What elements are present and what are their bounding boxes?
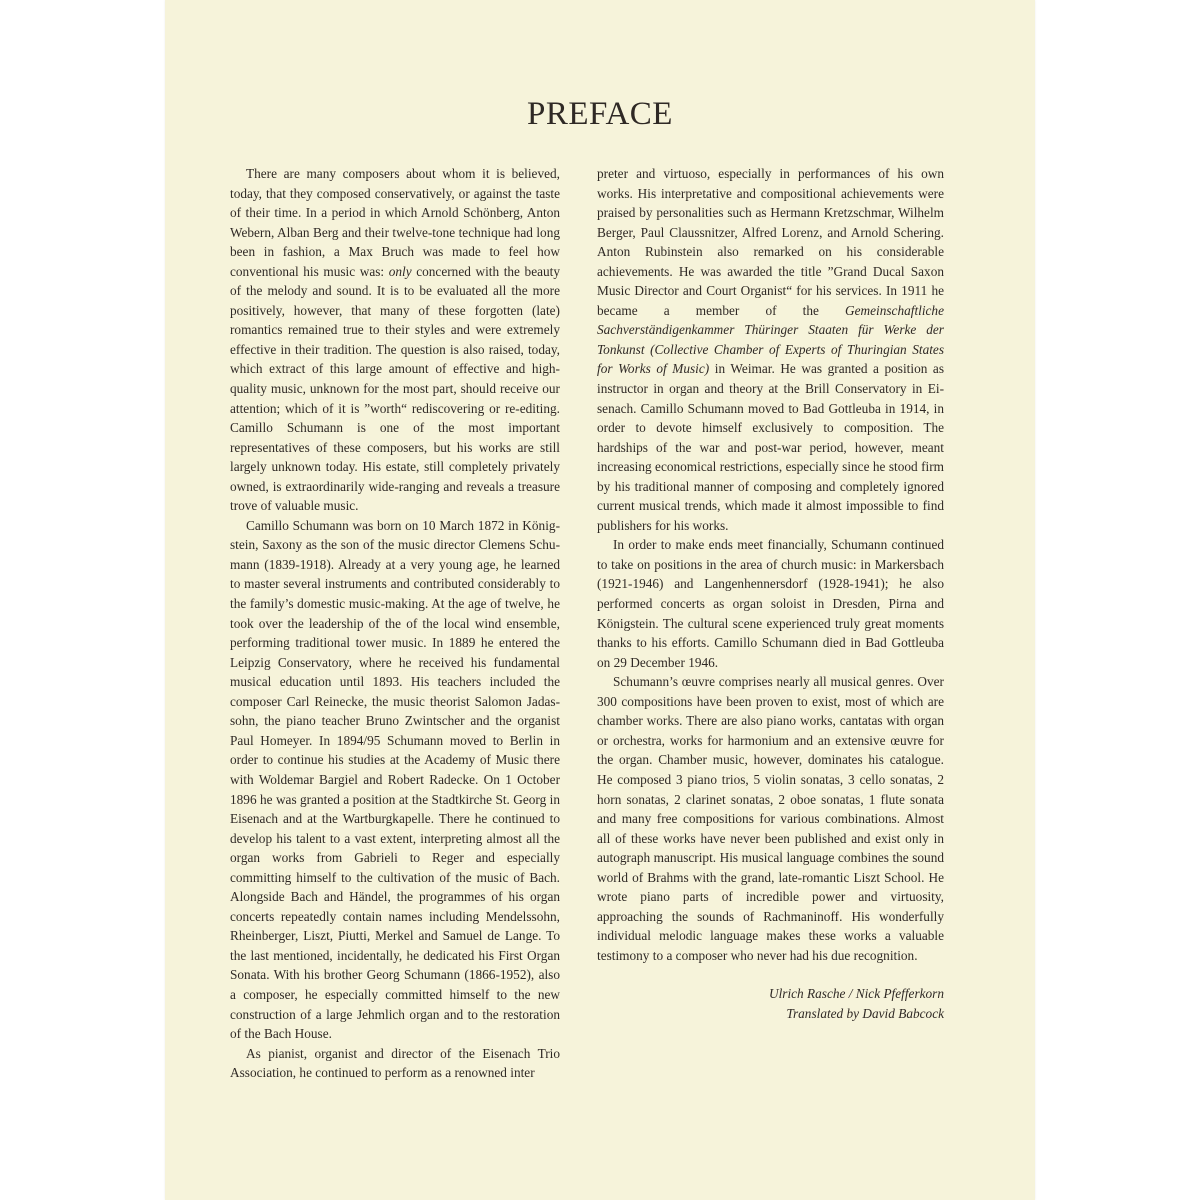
left-column	[230, 164, 560, 1083]
paragraph-pianist-continued-a: preter and virtuoso, especially in performances of his own works. His interpretative and compositional achievements were praised by personalities such as Hermann Kretzschmar, Wilhelm Berger, Paul Claussnitzer, Alfred Lorenz, and Arnold Schering. Anton Rubinstein also remarked on his considerable achievements. He was awarded the title ”Grand Ducal Saxon Music Director and Court Organist“ for his services. In 1911 he became a member of the	[597, 166, 944, 318]
paragraph-intro	[230, 164, 560, 516]
paragraph-biography: Camillo Schumann was born on 10 March 1872 in Königstein, Saxony as the son of the music director Clemens Schumann (1839-1918). Already at a very young age, he learned to master several instruments and contributed considerably to the family’s domestic music-making. At the age of twelve, he took over the leadership of the of the local wind ensemble, performing traditional tower music. In 1889 he entered the Leipzig Conservatory, where he received his fundamental musical education until 1893. His teachers included the composer Carl Reinecke, the music theorist Salomon Jadassohn, the piano teacher Bruno Zwintscher and the organist Paul Homeyer. In 1894/95 Schumann moved to Berlin in order to continue his studies at the Academy of Music there with Woldemar Bargiel and Robert Radecke. On 1 October 1896 he was granted a position at the Stadtkirche St. Georg in Eisenach and at the Wartburgkapelle. There he continued to develop his talent to a vast extent, interpreting almost all the organ works from Gabrieli to Reger and especially committing himself to the cultivation of the music of Bach. Alongside Bach and Händel, the programmes of his organ concerts repeatedly contain names including Mendelssohn, Rheinberger, Liszt, Piutti, Merkel and Samuel de Lange. To the last mentioned, incidentally, he dedicated his First Organ Sonata. With his brother Georg Schumann (1866-1952), also a composer, he especially committed himself to the new construction of a large Jehmlich organ and to the restoration of the Bach House.	[230, 517, 560, 1042]
paragraph-pianist-continued-b: in Weimar. He was granted a position as instructor in organ and theory at the Brill Conservatory in Eisenach. Camillo Schumann moved to Bad Gottleuba in 1914, in order to devote himself exclusively to composition. The hardships of the war and post-war period, however, meant increasing economical restrictions, especially since he stood firm by his traditional manner of composing and completely ignored current musical trends, which made it almost impossible to find publishers for his works.	[597, 361, 944, 533]
paragraph-church-music: In order to make ends meet financially, Schumann continued to take on positions in the area of church music: in Markersbach (1921-1946) and Langenhennersdorf (1928-1941); he also performed concerts as organ soloist in Dresden, Pirna and Königstein. The cultural scene experienced truly great moments thanks to his efforts. Camillo Schumann died in Bad Gottleuba on 29 December 1946.	[597, 537, 944, 670]
paragraph-oeuvre: Schumann’s œuvre comprises nearly all musical genres. Over 300 compositions have been proven to exist, most of which are chamber works. There are also piano works, cantatas with organ or orchestra, works for harmonium and an extensive œuvre for the organ. Chamber music, however, dominates his catalogue. He composed 3 piano trios, 5 violin sonatas, 3 cello sonatas, 2 horn sonatas, 2 clarinet sonatas, 2 oboe sonatas, 1 flute sonata and many free compositions for various combinations. Almost all of these works have never been published and exist only in autograph manuscript. His musical language combines the sound world of Brahms with the grand, late-romantic Liszt School. He wrote piano parts of incredible power and virtuosity, approaching the sounds of Rachmaninoff. His wonderfully individual melodic language makes these works a valuable testimony to a composer who never had his due recognition.	[597, 674, 944, 963]
paragraph-pianist-continued	[597, 164, 944, 535]
paragraph-intro-rest: concerned with the beauty of the melody and sound. It is to be evaluated all the more positively, however, that many of these forgotten (late) romantics remained true to their styles and were extremely effective in their tradition. The question is also raised, today, which extract of this large amount of effective and high-quality music, unknown for the most part, should receive our attention; which of it is ”worth“ rediscovering or re-editing. Camillo Schumann is one of the most important representatives of these composers, but his works are still largely unknown today. His estate, still completely privately owned, is extraordinarily wide-ranging and reveals a treasure trove of valuable music.	[230, 263, 560, 514]
signature-translator: Translated by David Babcock	[786, 1005, 944, 1021]
page-title: PREFACE	[527, 96, 673, 132]
paragraph-intro-text: There are many composers about whom it is believed, today, that they composed conservatively, or against the taste of their time. In a period in which Arnold Schönberg, Anton Webern, Alban Berg and their twelve-tone technique had long been in fashion, a Max Bruch was made to feel how conventional his music was:	[230, 166, 560, 279]
emphasis-chamber-name: Gemeinschaftliche Sachverständigenkammer Thüringer Staaten für Werke der Tonkunst (Collective Chamber of Experts of Thuringian States for Works of Music)	[597, 302, 944, 377]
signature-block	[597, 984, 944, 1023]
right-column	[597, 164, 944, 1024]
signature-authors: Ulrich Rasche / Nick Pfefferkorn	[768, 986, 944, 1002]
emphasis-only: only	[388, 263, 412, 279]
paragraph-pianist: As pianist, organist and director of the Eisenach Trio Association, he continued to perform as a renowned inter	[230, 1045, 560, 1081]
document-page	[165, 0, 1035, 1200]
